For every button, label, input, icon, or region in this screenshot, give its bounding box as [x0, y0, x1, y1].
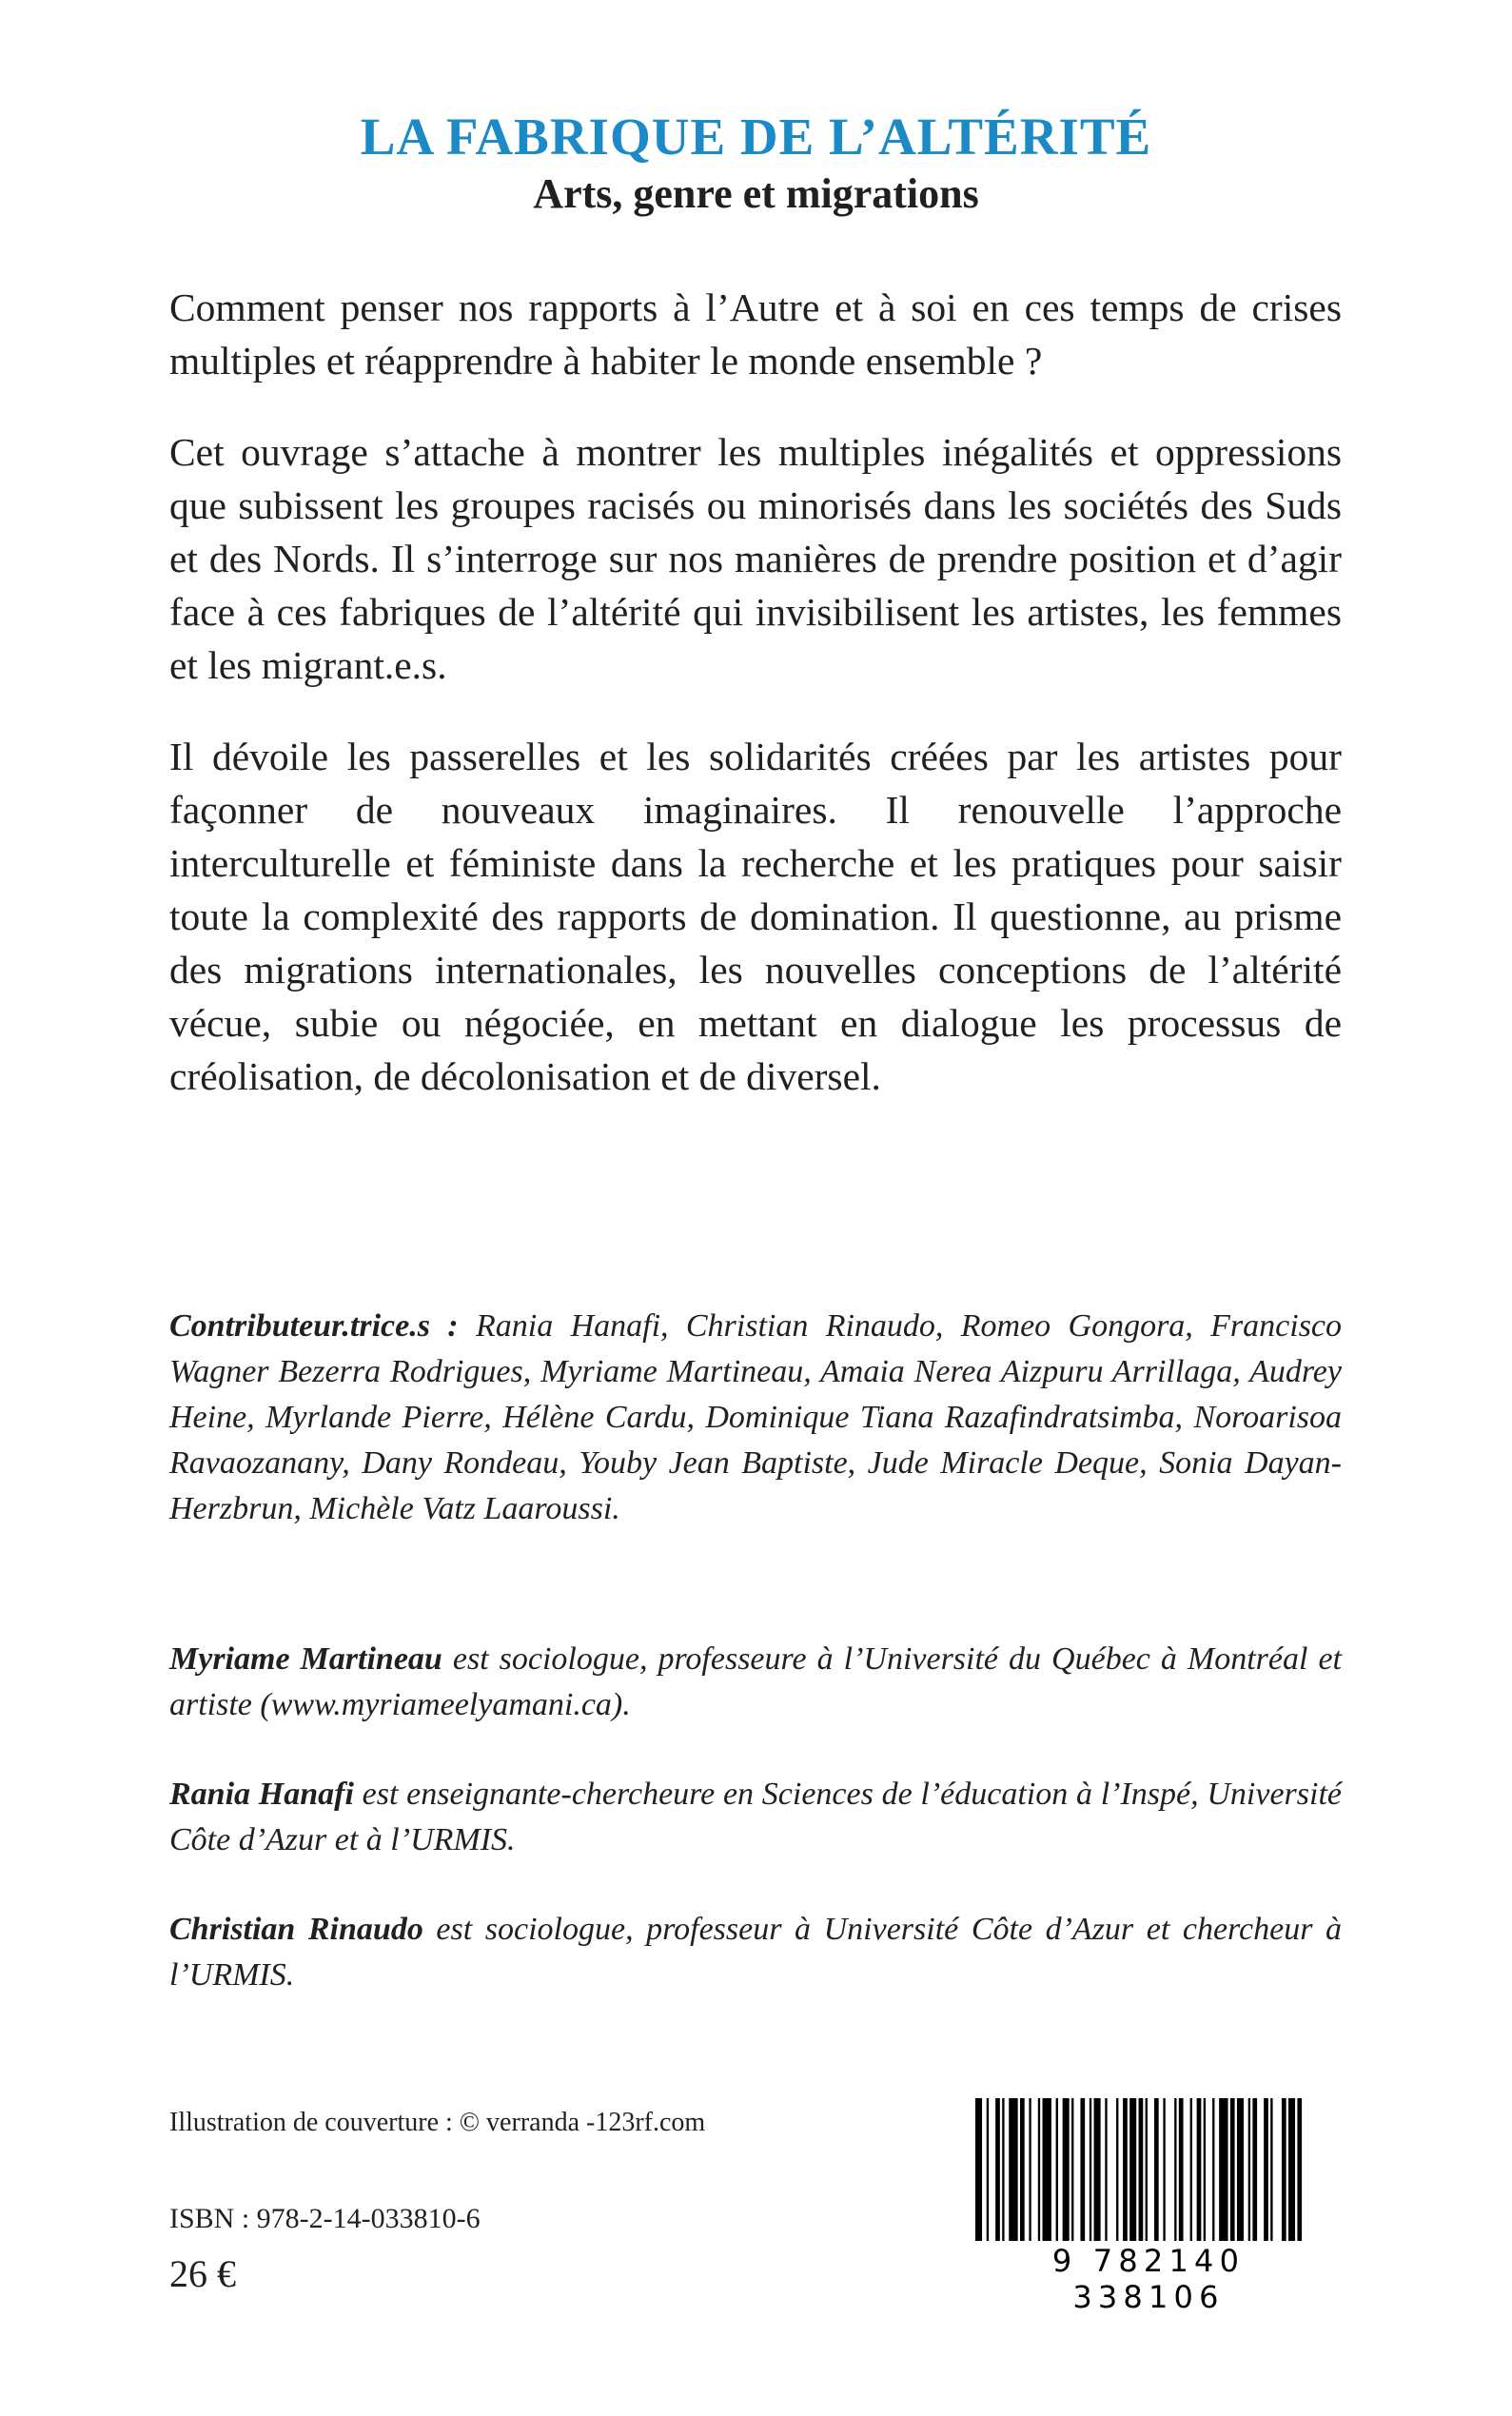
- barcode-bar: [1009, 2098, 1017, 2241]
- barcode-bar: [1204, 2098, 1206, 2241]
- barcode-bar: [1212, 2098, 1214, 2241]
- barcode-bar: [1090, 2098, 1091, 2241]
- barcode-bar: [1197, 2098, 1202, 2241]
- barcode-bar: [975, 2098, 982, 2241]
- barcode-bar: [1219, 2098, 1227, 2241]
- barcode-bar: [1063, 2098, 1070, 2241]
- barcode-bar: [1190, 2098, 1192, 2241]
- barcode-bar: [1080, 2098, 1085, 2241]
- author-description: est sociologue, professeure à l’Université du Québec à Montréal et artiste (www.myriameelyamani.ca).: [169, 1641, 1343, 1722]
- author-bio: [169, 1772, 1342, 1863]
- barcode: [972, 2098, 1325, 2315]
- author-name: Christian Rinaudo: [169, 1912, 423, 1947]
- barcode-bar: [1020, 2098, 1025, 2241]
- barcode-bar: [1252, 2098, 1257, 2241]
- barcode-bar: [1297, 2098, 1302, 2241]
- contributors-names: Rania Hanafi, Christian Rinaudo, Romeo Gongora, Francisco Wagner Bezerra Rodrigues, Myriame Martineau, Amaia Nerea Aizpuru Arrillaga, Audrey Heine, Myrlande Pierre, Hélène Cardu, Dominique Tiana Razafindratsimba, Noroarisoa Ravaozanany, Dany Rondeau, Youby Jean Baptiste, Jude Miracle Deque, Sonia Dayan-Herzbrun, Michèle Vatz Laaroussi.: [169, 1308, 1343, 1526]
- author-description: est enseignante-chercheure en Sciences de l’éducation à l’Inspé, Université Côte d’Azur et à l’URMIS.: [169, 1777, 1342, 1857]
- barcode-bar: [1123, 2098, 1128, 2241]
- barcode-bar: [1264, 2098, 1268, 2241]
- contributors: [169, 1304, 1342, 1532]
- book-subtitle: Arts, genre et migrations: [533, 170, 979, 217]
- barcode-bar: [1139, 2098, 1144, 2241]
- blurb: [169, 281, 1342, 1141]
- barcode-bar: [1002, 2098, 1004, 2241]
- barcode-bar: [1174, 2098, 1176, 2241]
- author-description: est sociologue, professeur à Université Côte d’Azur et chercheur à l’URMIS.: [169, 1912, 1343, 1993]
- barcode-bar: [1163, 2098, 1165, 2241]
- author-name: Rania Hanafi: [169, 1777, 354, 1812]
- author-bio: [169, 1907, 1342, 1998]
- author-bio: [169, 1637, 1342, 1728]
- barcode-bar: [1094, 2098, 1101, 2241]
- barcode-bar: [1154, 2098, 1159, 2241]
- blurb-paragraph: Il dévoile les passerelles et les solidarités créées par les artistes pour façonner de nouveaux imaginaires. Il renouvelle l’approche interculturelle et féministe dans la recherche et les pratiques pour saisir toute la complexité des rapports de domination. Il questionne, au prisme des migrations internationales, les nouvelles conceptions de l’altérité vécue, subie ou négociée, en mettant en dialogue les processus de créolisation, de décolonisation et de diversel.: [169, 735, 1342, 1098]
- barcode-bar: [995, 2098, 1000, 2241]
- barcode-bar: [1071, 2098, 1073, 2241]
- barcode-bar: [1270, 2098, 1272, 2241]
- barcode-bar: [1029, 2098, 1031, 2241]
- price: 26 €: [169, 2252, 236, 2295]
- barcode-bar: [1129, 2098, 1136, 2241]
- book-title: LA FABRIQUE DE L’ALTÉRITÉ: [360, 108, 1152, 166]
- barcode-bar: [1105, 2098, 1107, 2241]
- contributors-label: Contributeur.trice.s :: [169, 1308, 459, 1344]
- barcode-bar: [1237, 2098, 1244, 2241]
- barcode-icon: [972, 2098, 1325, 2241]
- barcode-bar: [1248, 2098, 1250, 2241]
- barcode-bar: [1282, 2098, 1286, 2241]
- barcode-bar: [1038, 2098, 1040, 2241]
- author-bios: [169, 1637, 1342, 2042]
- barcode-bar: [1056, 2098, 1058, 2241]
- barcode-bar: [1288, 2098, 1295, 2241]
- blurb-paragraph: Comment penser nos rapports à l’Autre et à soi en ces temps de crises multiples et réapprendre à habiter le monde ensemble ?: [169, 285, 1342, 383]
- barcode-bar: [1230, 2098, 1235, 2241]
- barcode-bar: [1179, 2098, 1184, 2241]
- barcode-bar: [1146, 2098, 1148, 2241]
- barcode-bar: [1043, 2098, 1051, 2241]
- isbn: ISBN : 978-2-14-033810-6: [169, 2203, 481, 2234]
- blurb-paragraph: Cet ouvrage s’attache à montrer les multiples inégalités et oppressions que subissent les groupes racisés ou minorisés dans les sociétés des Suds et des Nords. Il s’interroge sur nos manières de prendre position et d’agir face à ces fabriques de l’altérité qui invisibilisent les artistes, les femmes et les migrant.e.s.: [169, 430, 1342, 687]
- illustration-credit: Illustration de couverture : © verranda -123rf.com: [169, 2108, 706, 2137]
- author-name: Myriame Martineau: [169, 1641, 442, 1677]
- barcode-bar: [1116, 2098, 1118, 2241]
- barcode-digits: 9 782140 338106: [1051, 2243, 1246, 2315]
- barcode-bar: [987, 2098, 989, 2241]
